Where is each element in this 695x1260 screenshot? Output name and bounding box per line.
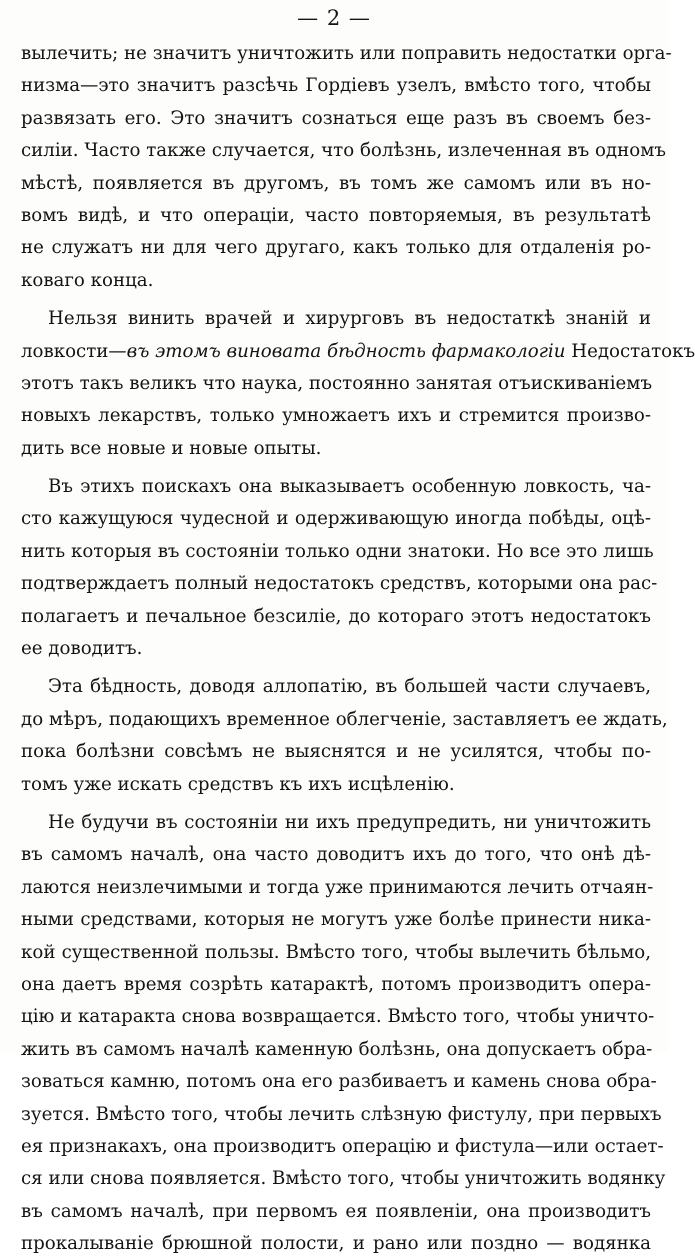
text-line: цію и катаракта снова возвращается. Вмѣсто того, чтобы уничто- (21, 1006, 655, 1028)
text-line: ее доводитъ. (21, 638, 143, 660)
text-line: кой существенной пользы. Вмѣсто того, чтобы вылечить бѣльмо, (21, 941, 651, 963)
text-line: въ самомъ началѣ, она часто доводитъ ихъ до того, что онѣ дѣ- (21, 844, 651, 866)
text-line: мѣстѣ, появляется въ другомъ, въ томъ же самомъ или въ но- (21, 172, 651, 194)
text-line: этотъ такъ великъ что наука, постоянно занятая отъискиваніемъ (21, 372, 653, 394)
paragraph (21, 671, 668, 801)
text-line: Не будучи въ состояніи ни ихъ предупредить, ни уничтожить (48, 811, 651, 833)
text-line: до мѣръ, подающихъ временное облегченіе, заставляетъ ее ждать, (21, 708, 668, 730)
paragraph (21, 38, 672, 297)
paragraph (21, 807, 666, 1260)
text-line: дить все новые и новые опыты. (21, 437, 322, 459)
text-line: силіи. Часто также случается, что болѣзнь, излеченная въ одномъ (21, 140, 666, 162)
text-line: развязать его. Это значитъ сознаться еще разъ въ своемъ без- (21, 107, 651, 129)
text-line: подтверждаетъ полный недостатокъ средствъ, которыми она рас- (21, 573, 658, 595)
text-line: Эта бѣдность, доводя аллопатію, въ большей части случаевъ, (48, 676, 651, 698)
text-line: Въ этихъ поискахъ она выказываетъ особенную ловкость, ча- (48, 476, 651, 498)
text-body (21, 38, 695, 1260)
text-line: ея признакахъ, она производитъ операцію и фистула—или остает- (21, 1135, 664, 1157)
text-line-mixed (21, 336, 695, 368)
page-number: — 2 — (297, 6, 371, 30)
text-line: новыхъ лекарствъ, только умножаетъ ихъ и стремится произво- (21, 405, 651, 427)
text-line: коваго конца. (21, 269, 154, 291)
text-line: нить которыя въ состояніи только одни знатоки. Но все это лишь (21, 540, 654, 562)
text-line: зуется. Вмѣсто того, чтобы лечить слѣзную фистулу, при первыхъ (21, 1103, 662, 1125)
text-segment: ловкости— (21, 340, 127, 362)
text-line: не служатъ ни для чего другаго, какъ только для отдаленія ро- (21, 237, 651, 259)
text-line: сто кажущуюся чудесной и одерживающую иногда побѣды, оцѣ- (21, 508, 651, 530)
text-line: лаются неизлечимыми и тогда уже принимаются лечить отчаян- (21, 876, 654, 898)
text-line: низма—это значитъ разсѣчь Гордіевъ узелъ, вмѣсто того, чтобы (21, 75, 651, 97)
text-line: ся или снова появляется. Вмѣсто того, чтобы уничтожить водянку (21, 1168, 666, 1190)
text-line: жить въ самомъ началѣ каменную болѣзнь, она допускаетъ обра- (21, 1038, 653, 1060)
paragraph (21, 303, 695, 465)
text-segment: Недостатокъ (565, 340, 695, 362)
italic-text-segment: въ этомъ виновата бѣдность фармакологіи (126, 340, 566, 362)
text-line: Нельзя винить врачей и хирурговъ въ недостаткѣ знаній и (48, 308, 651, 330)
text-line: вылечить; не значитъ уничтожить или поправить недостатки орга- (21, 43, 672, 64)
text-line: пока болѣзни совсѣмъ не выяснятся и не усилятся, чтобы по- (21, 741, 651, 763)
text-line: томъ уже искать средствъ къ ихъ исцѣленію. (21, 773, 455, 795)
text-line: ными средствами, которыя не могутъ уже болѣе принести ника- (21, 909, 651, 931)
text-line: зоваться камню, потомъ она его разбиваетъ и камень снова обра- (21, 1071, 657, 1093)
text-line: она даетъ время созрѣть катарактѣ, потомъ производитъ опера- (21, 973, 651, 995)
text-line: полагаетъ и печальное безсиліе, до котораго этотъ недостатокъ (21, 605, 651, 627)
text-line: въ самомъ началѣ, при первомъ ея появленіи, она производитъ (21, 1200, 651, 1222)
text-line: вомъ видѣ, и что операціи, часто повторяемыя, въ результатѣ (21, 204, 651, 226)
text-line: прокалываніе брюшной полости, и рано или поздно — водянка (21, 1233, 651, 1255)
paragraph (21, 471, 658, 665)
